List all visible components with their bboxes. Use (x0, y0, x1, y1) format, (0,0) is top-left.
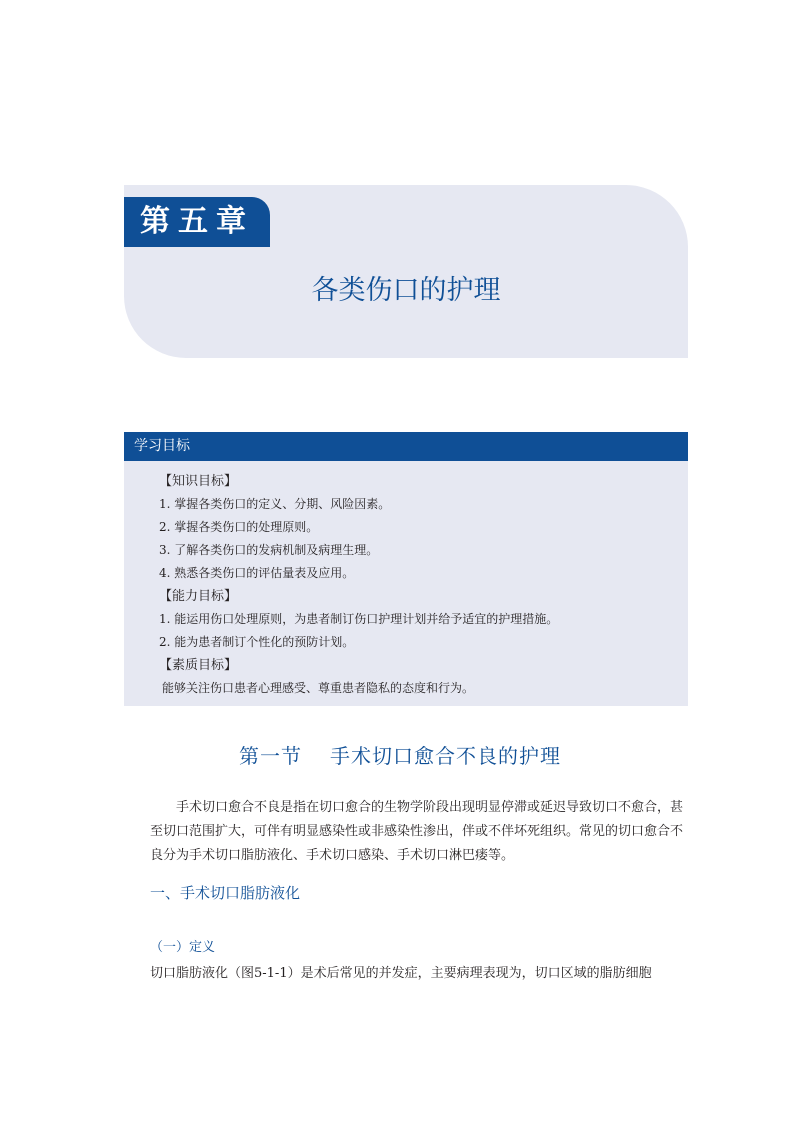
objective-item: 3. 了解各类伤口的发病机制及病理生理。 (159, 543, 379, 557)
objective-group-heading: 【能力目标】 (159, 589, 238, 604)
sub-subheading: （一）定义 (150, 940, 216, 955)
section-title-text: 手术切口愈合不良的护理 (330, 744, 561, 768)
learning-objectives-box (124, 432, 688, 706)
chapter-number: 第五章 (124, 197, 270, 247)
objective-item: 2. 能为患者制订个性化的预防计划。 (159, 635, 355, 649)
objective-item: 1. 能运用伤口处理原则，为患者制订伤口护理计划并给予适宜的护理措施。 (159, 612, 559, 626)
section-title (0, 740, 800, 769)
chapter-title: 各类伤口的护理 (311, 275, 501, 306)
subheading: 一、手术切口脂肪液化 (150, 884, 301, 902)
objective-item: 能够关注伤口患者心理感受、尊重患者隐私的态度和行为。 (162, 681, 475, 695)
learning-objectives-body (124, 461, 688, 700)
objective-item: 1. 掌握各类伤口的定义、分期、风险因素。 (159, 497, 391, 511)
section-number: 第一节 (239, 744, 302, 768)
objective-group-heading: 【素质目标】 (159, 658, 238, 673)
learning-objectives-header: 学习目标 (124, 432, 688, 461)
definition-paragraph: 切口脂肪液化（图5-1-1）是术后常见的并发症，主要病理表现为，切口区域的脂肪细胞 (150, 966, 652, 981)
objective-item: 2. 掌握各类伤口的处理原则。 (159, 520, 319, 534)
objective-item: 4. 熟悉各类伤口的评估量表及应用。 (159, 566, 355, 580)
objective-group-heading: 【知识目标】 (159, 474, 238, 489)
section-intro-paragraph: 手术切口愈合不良是指在切口愈合的生物学阶段出现明显停滞或延迟导致切口不愈合，甚至切口范围扩大，可伴有明显感染性或非感染性渗出，伴或不伴坏死组织。常见的切口愈合不良分为手术切口脂肪液化、手术切口感染、手术切口淋巴瘘等。 (150, 800, 684, 863)
